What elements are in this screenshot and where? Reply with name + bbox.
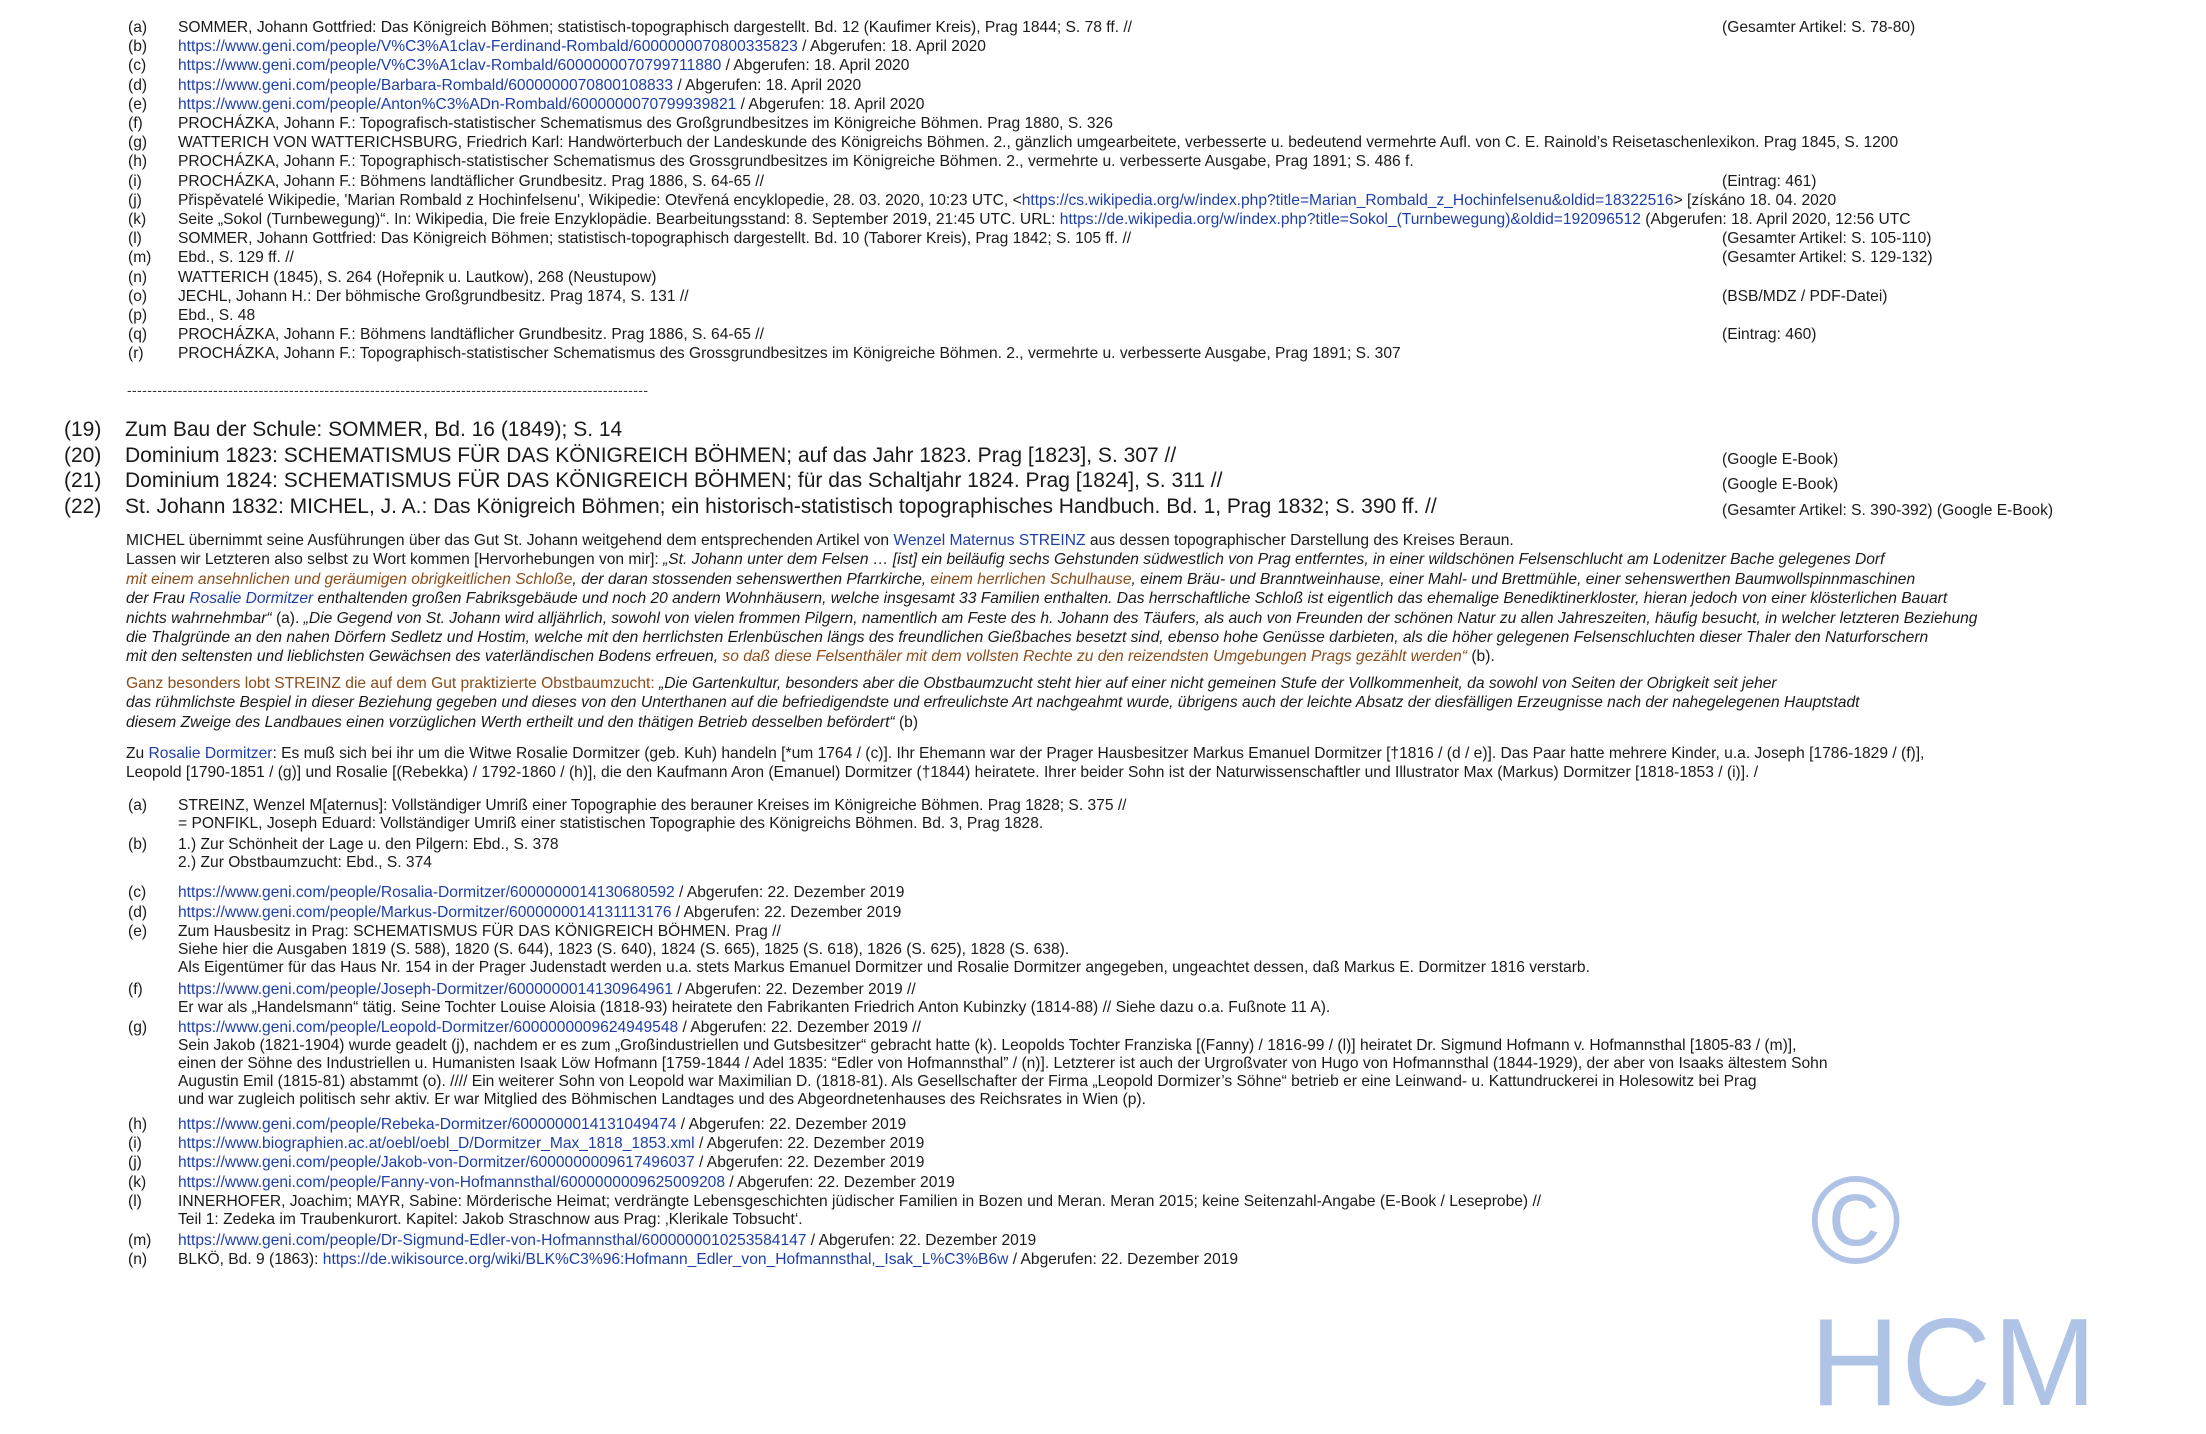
reference-body: / Abgerufen: 22. Dezember 2019 [694,1154,925,1172]
reference-text [178,211,1911,229]
reference-line: Augustin Emil (1815-81) abstammt (o). //// Ein weiterer Sohn von Leopold war Maximilian D. (1818-81). Als Gesellschafter der Firma „Leopold Dormizer’s Söhne“ betrieb er eine Leinwand- u. Kattundruckerei in Holesowitz bei Prag [178,1073,1757,1091]
reference-link[interactable]: https://www.geni.com/people/Joseph-Dormitzer/6000000014130964961 [178,980,673,998]
reference-text [178,192,1836,210]
reference-body: Ebd., S. 48 [178,307,256,324]
paragraph-line [126,744,1924,763]
reference-line [178,1019,1828,1037]
reference-link[interactable]: https://www.geni.com/people/Jakob-von-Dormitzer/6000000009617496037 [178,1154,695,1172]
reference-body: / Abgerufen: 22. Dezember 2019 // [673,980,916,998]
reference-text [178,115,1113,133]
reference-label: (e) [128,95,148,113]
reference-body: / Abgerufen: 22. Dezember 2019 [671,903,902,921]
paragraph-line [126,713,1859,732]
reference-link[interactable]: https://www.geni.com/people/Barbara-Rombald/6000000070800108833 [178,76,674,94]
reference-label: (i) [128,1135,142,1153]
reference-text [178,269,656,287]
paragraph-line [126,674,1859,693]
quote-text: , der daran stossenden sehenswerthen Pfarrkirche, [572,570,931,588]
reference-text [178,904,901,922]
reference-body-tail: (Abgerufen: 18. April 2020, 12:56 UTC [1640,211,1911,228]
reference-body: PROCHÁZKA, Johann F.: Topographisch-statistischer Schematismus des Grossgrundbesitzes im Königreiche Böhmen. 2., vermehrte u. verbesserte Ausgabe, Prag 1891; S. 486 f. [178,153,1414,171]
paragraph-line [126,589,1977,608]
reference-body: / Abgerufen: 18. April 2020 [721,57,910,75]
text-span: Leopold [1790-1851 / (g)] und Rosalie [(Rebekka) / 1792-1860 / (h)], die den Kaufmann Aron (Emanuel) Dormitzer (†1844) heiratete. Ihrer beider Sohn ist der Naturwissenschaftler und Illustrator Max (Markus) Dormitzer [1818-1853 / (i)]. / [126,764,1759,782]
reference-label: (j) [128,1154,142,1172]
reference-line: = PONFIKL, Joseph Eduard: Vollständiger Umriß einer statistischen Topographie des Königreichs Böhmen. Bd. 3, Prag 1828. [178,815,1044,832]
copyright-watermark: © HCM [1810,1152,2099,1432]
separator-line: ------------------------------------------------------------------------------------------------------- [127,382,649,398]
reference-label: (h) [128,153,148,171]
reference-label: (c) [128,884,147,902]
reference-link[interactable]: https://www.geni.com/people/Leopold-Dormitzer/6000000009624949548 [178,1019,679,1037]
reference-line [178,1232,1036,1250]
reference-text [178,1135,924,1153]
reference-text [178,326,764,344]
reference-line: Teil 1: Zedeka im Traubenkurort. Kapitel: Jakob Straschnow aus Prag: ‚Klerikale Tobsucht‘. [178,1211,803,1228]
reference-label: (h) [128,1115,148,1133]
quote-text: nichts wahrnehmbar“ [126,609,272,627]
reference-label: (k) [128,1173,147,1191]
reference-link[interactable]: https://www.geni.com/people/Dr-Sigmund-Edler-von-Hofmannsthal/6000000010253584147 [178,1231,807,1249]
reference-text [178,77,861,95]
reference-label: (j) [128,191,142,209]
reference-body: / Abgerufen: 22. Dezember 2019 [725,1173,955,1191]
highlight-text: einem herrlichen Schulhause [930,570,1132,588]
text-span: MICHEL übernimmt seine Ausführungen über das Gut St. Johann weitgehend dem entsprechenden Artikel von [126,532,894,549]
reference-text [178,923,1590,977]
reference-line: 2.) Zur Obstbaumzucht: Ebd., S. 374 [178,853,432,871]
reference-body: PROCHÁZKA, Johann F.: Böhmens landtäflicher Grundbesitz. Prag 1886, S. 64-65 // [178,172,764,190]
person-link: Wenzel Maternus STREINZ [893,532,1086,549]
reference-body: WATTERICH VON WATTERICHSBURG, Friedrich Karl: Handwörterbuch der Landeskunde des Königreichs Böhmen. 2., gänzlich umgearbeitete, verbesserte u. bedeutend vermehrte Aufl. von C. E. Rainold’s Reisetaschenlexikon. Prag 1845, S. 1200 [178,134,1899,152]
reference-line [178,1251,1238,1269]
reference-label: (r) [128,345,144,363]
reference-body: PROCHÁZKA, Johann F.: Topografisch-statistischer Schematismus des Großgrundbesitzes im Königreiche Böhmen. Prag 1880, S. 326 [178,115,1113,132]
footnote-number: (22) [64,494,102,518]
reference-body: / Abgerufen: 18. April 2020 [797,38,986,56]
highlight-text: so daß diese Felsenthäler mit dem vollsten Rechte zu den reizendsten Umgebungen Prags gezählt werden“ [722,648,1467,666]
reference-line [178,884,904,902]
reference-label: (o) [128,287,148,305]
paragraph-line [126,628,1977,647]
reference-text [178,249,294,267]
reference-label: (l) [128,230,142,248]
reference-body: BLKÖ, Bd. 9 (1863): [178,1250,323,1268]
quote-text: die Thalgründe an den nahen Dörfern Sedletz und Hostim, welche mit den herrlichsten Erlenbüschen längs des freundlichen Gießbaches besetzt sind, ebenso hohe Genüsse darbieten, als die höher gelegenen Felsenschluchten dieser Thaler den Naturforschern [126,629,1929,647]
reference-text [178,1154,924,1172]
paragraph-rosalie [126,744,1924,783]
footnote-source-note: (Gesamter Artikel: S. 390-392) (Google E-Book) [1722,501,2054,519]
text-span: : Es muß sich bei ihr um die Witwe Rosalie Dormitzer (geb. Kuh) handeln [*um 1764 / (c)]. Ihr Ehemann war der Prager Hausbesitzer Markus Emanuel Dormitzer [†1816 / (d / e)]. Das Paar hatte mehrere Kinder, u.a. Joseph [1786-1829 / (f)], [272,745,1925,762]
reference-link[interactable]: https://de.wikipedia.org/w/index.php?title=Sokol_(Turnbewegung)&oldid=192096512 [1059,211,1641,228]
reference-line: und war zugleich politisch sehr aktiv. Er war Mitglied des Böhmischen Landtages und des Abgeordnetenhauses des Reichsrates in Wien (p). [178,1091,1146,1109]
footnote-source-note: (Google E-Book) [1722,476,1839,493]
reference-link[interactable]: https://www.geni.com/people/V%C3%A1clav-Ferdinand-Rombald/6000000070800335823 [178,38,798,56]
reference-text [178,19,1132,37]
reference-label: (g) [128,134,148,152]
reference-source-note: (Eintrag: 460) [1722,326,1817,344]
reference-body: / Abgerufen: 22. Dezember 2019 [676,1115,907,1133]
quote-text: mit den seltensten und lieblichsten Gewächsen des vaterländischen Bodens erfreuen, [126,648,723,666]
reference-line: Siehe hier die Ausgaben 1819 (S. 588), 1820 (S. 644), 1823 (S. 640), 1824 (S. 665), 1825 (S. 618), 1826 (S. 625), 1828 (S. 638). [178,940,1070,958]
reference-body: Seite „Sokol (Turnbewegung)“. In: Wikipedia, Die freie Enzyklopädie. Bearbeitungsstand: 8. September 2019, 21:45 UTC. URL: [178,211,1060,228]
reference-text [178,230,1131,248]
reference-line: Er war als „Handelsmann“ tätig. Seine Tochter Louise Aloisia (1818-93) heiratete den Fabrikanten Friedrich Anton Kubinzky (1814-88) // Siehe dazu o.a. Fußnote 11 A). [178,998,1331,1016]
paragraph-line [126,550,1977,569]
text-span: aus dessen topographischer Darstellung des Kreises Beraun. [1085,532,1514,549]
reference-body-tail: > [získáno 18. 04. 2020 [1673,191,1837,209]
reference-link[interactable]: https://www.biographien.ac.at/oebl/oebl_D/Dormitzer_Max_1818_1853.xml [178,1135,695,1153]
reference-label: (n) [128,1250,148,1268]
reference-label: (a) [128,797,148,814]
reference-source-note: (BSB/MDZ / PDF-Datei) [1722,287,1888,305]
reference-label: (g) [128,1019,148,1037]
reference-label: (m) [128,1231,152,1249]
reference-body: / Abgerufen: 22. Dezember 2019 [1008,1250,1239,1268]
reference-label: (p) [128,307,148,324]
reference-label: (m) [128,249,152,267]
paragraph-line [126,647,1977,666]
reference-line [178,1116,906,1134]
paragraph-obstbaumzucht [126,674,1859,732]
reference-text [178,57,909,75]
reference-line: 1.) Zur Schönheit der Lage u. den Pilgern: Ebd., S. 378 [178,835,559,853]
reference-body: SOMMER, Johann Gottfried: Das Königreich Böhmen; statistisch-topographisch dargestellt. Bd. 12 (Kaufimer Kreis), Prag 1844; S. 78 ff. // [178,19,1132,36]
text-span: (b). [1467,648,1495,666]
footnote-text: St. Johann 1832: MICHEL, J. A.: Das Königreich Böhmen; ein historisch-statistisch topographisches Handbuch. Bd. 1, Prag 1832; S. 390 ff. // [125,494,1437,518]
footnote-number: (21) [64,469,102,492]
quote-text: enthaltenden großen Fabriksgebäude und noch 20 andern Wohnhäusern, welche insgesamt 33 Familien enthalten. Das herrschaftliche Schloß ist eigentlich das ehemalige Benediktinerkloster, hieran jedoch von einer klösterlichen Bauart [313,590,1948,608]
reference-body: / Abgerufen: 22. Dezember 2019 [694,1135,925,1153]
reference-line [178,981,1330,999]
reference-text [178,345,1401,363]
reference-text [178,134,1898,152]
paragraph-line [126,763,1924,782]
reference-label: (a) [128,19,148,36]
footnote-text: Zum Bau der Schule: SOMMER, Bd. 16 (1849); S. 14 [125,418,623,441]
reference-body: SOMMER, Johann Gottfried: Das Königreich Böhmen; statistisch-topographisch dargestellt. Bd. 10 (Taborer Kreis), Prag 1842; S. 105 ff. // [178,230,1132,248]
paragraph-line [126,693,1859,712]
reference-line: STREINZ, Wenzel M[aternus]: Vollständiger Umriß einer Topographie des berauner Kreises im Königreiche Böhmen. Prag 1828; S. 375 // [178,797,1127,814]
reference-label: (f) [128,980,143,998]
reference-text [178,288,689,306]
text-span: Zu [126,745,149,762]
highlight-text: mit einem ansehnlichen und geräumigen obrigkeitlichen Schloße [126,570,573,588]
reference-text [178,153,1414,171]
quote-text: „St. Johann unter dem Felsen … [ist] ein beiläufig sechs Gehstunden südwestlich von Prag entferntes, in einer wildschönen Felsenschlucht am Lodenitzer Bache gelegenes Dorf [663,551,1885,569]
reference-text [178,1174,955,1192]
reference-label: (i) [128,172,142,190]
reference-body: / Abgerufen: 18. April 2020 [736,95,925,113]
reference-label: (b) [128,835,148,853]
paragraph-line [126,609,1977,628]
reference-link[interactable]: https://www.geni.com/people/Rebeka-Dormitzer/6000000014131049474 [178,1115,677,1133]
footnote-text: Dominium 1824: SCHEMATISMUS FÜR DAS KÖNIGREICH BÖHMEN; für das Schaltjahr 1824. Prag [1824], S. 311 // [125,469,1223,492]
quote-text: „Die Gartenkultur, besonders aber die Obstbaumzucht steht hier auf einer nicht gemeinen Stufe der Vollkommenheit, da sowohl von Seiten der Obrigkeit seit jeher [654,675,1777,692]
reference-link[interactable]: https://www.geni.com/people/Markus-Dormitzer/6000000014131113176 [178,903,672,921]
text-span: (b) [894,713,919,731]
reference-text [178,1019,1828,1109]
reference-link[interactable]: https://www.geni.com/people/V%C3%A1clav-Rombald/6000000070799711880 [178,57,722,75]
reference-text [178,38,986,56]
reference-body: Ebd., S. 129 ff. // [178,249,294,267]
text-span: (a). [271,609,304,627]
reference-link[interactable]: https://www.geni.com/people/Fanny-von-Hofmannsthal/6000000009625009208 [178,1173,726,1191]
reference-body: PROCHÁZKA, Johann F.: Topographisch-statistischer Schematismus des Grossgrundbesitzes im Königreiche Böhmen. 2., vermehrte u. verbesserte Ausgabe, Prag 1891; S. 307 [178,345,1401,363]
reference-label: (k) [128,211,147,228]
reference-line: Als Eigentümer für das Haus Nr. 154 in der Prager Judenstadt werden u.a. stets Markus Emanuel Dormitzer und Rosalie Dormitzer angegeben, ungeachtet dessen, daß Markus E. Dormitzer 1816 verstarb. [178,958,1590,976]
paragraph-line [126,570,1977,589]
reference-source-note: (Eintrag: 461) [1722,172,1817,190]
reference-label: (c) [128,57,147,75]
reference-text [178,1116,906,1134]
quote-text: das rühmlichste Bespiel in dieser Beziehung gegeben und dieses von den Unterthanen auf die befriedigendste und erfreulichste Art nachgeahmt wurde, übrigens auch der leichte Absatz der diesfälligen Erzeugnisse nach der nahegelegenen Hauptstadt [126,694,1860,712]
text-span: Lassen wir Letzteren also selbst zu Wort kommen [Hervorhebungen von mir]: [126,551,664,569]
reference-body: / Abgerufen: 18. April 2020 [673,76,862,94]
person-link: Rosalie Dormitzer [189,590,314,608]
reference-label: (b) [128,38,148,56]
reference-line: INNERHOFER, Joachim; MAYR, Sabine: Mörderische Heimat; verdrängte Lebensgeschichten jüdischer Familien in Bozen und Meran. Meran 2015; keine Seitenzahl-Angabe (E-Book / Leseprobe) // [178,1193,1542,1210]
reference-body: PROCHÁZKA, Johann F.: Böhmens landtäflicher Grundbesitz. Prag 1886, S. 64-65 // [178,326,764,344]
reference-source-note: (Gesamter Artikel: S. 129-132) [1722,249,1933,267]
reference-text [178,797,1127,833]
reference-text [178,1232,1036,1250]
reference-body: WATTERICH (1845), S. 264 (Hořepnik u. Lautkow), 268 (Neustupow) [178,268,657,286]
reference-line [178,1174,955,1192]
paragraph-michel [126,531,1977,667]
reference-line: einen der Söhne des Industriellen u. Humanisten Isaak Löw Hofmann [1759-1844 / Adel 1835: “Edler von Hofmannsthal” / (n)]. Letzterer ist auch der Urgroßvater von Hugo von Hofmannsthal (1844-1929), der aber von Isaaks ältestem Sohn [178,1055,1828,1073]
reference-text [178,96,924,114]
reference-label: (l) [128,1193,142,1210]
reference-line [178,1135,924,1153]
reference-text [178,173,764,191]
reference-label: (e) [128,922,148,940]
reference-link[interactable]: https://de.wikisource.org/wiki/BLK%C3%96:Hofmann_Edler_von_Hofmannsthal,_Isak_L%C3%B6w [322,1250,1009,1268]
reference-body: / Abgerufen: 22. Dezember 2019 // [678,1019,921,1037]
reference-link[interactable]: https://www.geni.com/people/Rosalia-Dormitzer/6000000014130680592 [178,884,675,902]
reference-label: (n) [128,268,148,286]
reference-text [178,1251,1238,1269]
quote-text: „Die Gegend von St. Johann wird alljährlich, sowohl von vielen frommen Pilgern, namentlich am Feste des h. Johann des Täufers, als auch von Freunden der schönen Natur zu allen Jahreszeiten, häufig besucht, in welcher letzteren Beziehung [303,609,1978,627]
reference-label: (q) [128,326,148,344]
reference-line [178,904,901,922]
quote-text: der Frau [126,590,190,608]
reference-link[interactable]: https://cs.wikipedia.org/w/index.php?title=Marian_Rombald_z_Hochinfelsenu&oldid=18322516 [1021,191,1674,209]
reference-link[interactable]: https://www.geni.com/people/Anton%C3%ADn-Rombald/6000000070799939821 [178,95,737,113]
footnote-number: (20) [64,443,102,467]
reference-body: Přispěvatelé Wikipedie, 'Marian Rombald z Hochinfelsenu', Wikipedie: Otevřená encyklopedie, 28. 03. 2020, 10:23 UTC, < [178,191,1022,209]
footnote-text: Dominium 1823: SCHEMATISMUS FÜR DAS KÖNIGREICH BÖHMEN; auf das Jahr 1823. Prag [1823], S. 307 // [125,443,1177,467]
person-link: Rosalie Dormitzer [148,745,273,762]
highlight-text: Ganz besonders lobt STREINZ die auf dem Gut praktizierte Obstbaumzucht: [126,675,655,692]
reference-source-note: (Gesamter Artikel: S. 105-110) [1722,230,1932,248]
reference-body: / Abgerufen: 22. Dezember 2019 [674,884,905,902]
reference-line: Zum Hausbesitz in Prag: SCHEMATISMUS FÜR DAS KÖNIGREICH BÖHMEN. Prag // [178,922,781,940]
reference-text [178,1193,1541,1229]
quote-text: diesem Zweige des Landbaues einen vorzüglichen Werth ertheilt und den thätigen Betrieb desselben befördert“ [126,713,895,731]
reference-label: (d) [128,903,148,921]
reference-line [178,1154,924,1172]
footnote-source-note: (Google E-Book) [1722,450,1839,468]
reference-line: Sein Jakob (1821-1904) wurde geadelt (j), nachdem er es zum „Großindustriellen und Gutsbesitzer“ gebracht hatte (k). Leopolds Tochter Franziska [(Fanny) / 1816-99 / (l)] heiratet Dr. Sigmund Hofmann v. Hofmannsthal [1805-83 / (m)], [178,1037,1797,1055]
reference-text [178,981,1330,1017]
reference-body: / Abgerufen: 22. Dezember 2019 [806,1231,1037,1249]
reference-label: (d) [128,76,148,94]
reference-text [178,836,559,872]
paragraph-line [126,531,1977,550]
reference-source-note: (Gesamter Artikel: S. 78-80) [1722,19,1916,36]
reference-body: JECHL, Johann H.: Der böhmische Großgrundbesitz. Prag 1874, S. 131 // [178,287,689,305]
footnote-number: (19) [64,418,102,441]
reference-label: (f) [128,115,143,132]
reference-text [178,884,904,902]
reference-text [178,307,255,325]
quote-text: , einem Bräu- und Branntweinhause, einer Mahl- und Brettmühle, einer sehenswerthen Baumwollspinnmaschinen [1131,570,1916,588]
